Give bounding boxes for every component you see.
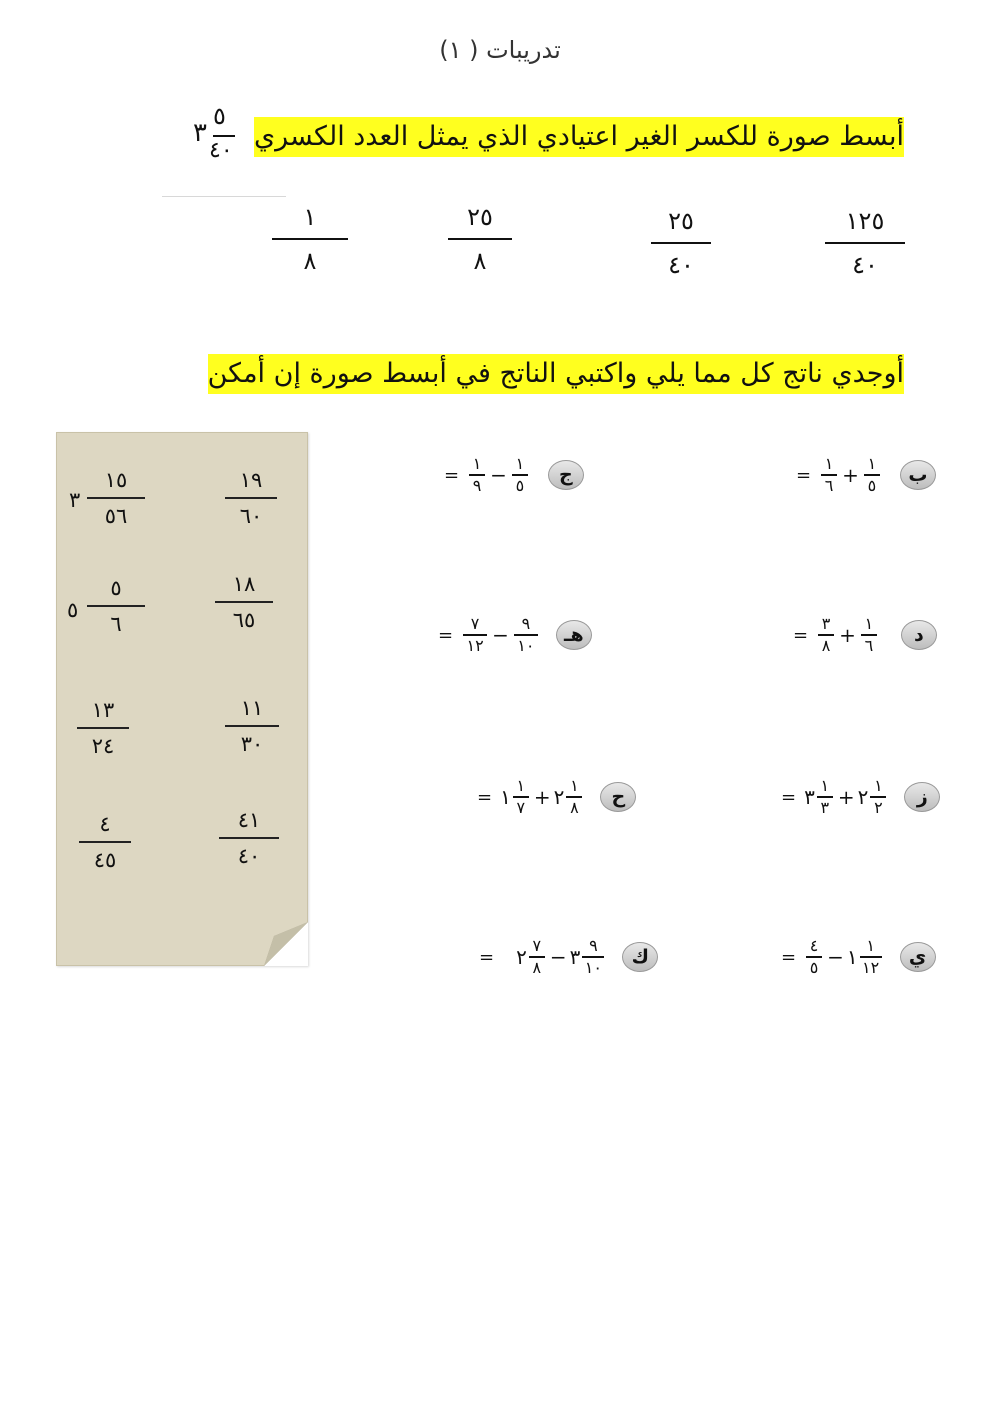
equals-sign: = [477,786,493,808]
choice-3[interactable] [448,202,512,276]
mixed-numerator: ٥ [213,102,226,130]
operator: + [533,785,551,809]
mixed-fraction-bar [213,135,235,137]
whole-second: ٣ [804,785,815,809]
answer-numerator: ١٨ [232,572,256,596]
fraction-bar [225,497,277,499]
whole-first: ٢ [553,785,565,809]
exercise-h[interactable] [438,610,592,660]
operator: + [842,463,859,487]
answer-2-whole: ٣ [69,488,81,512]
answer-denominator: ٥٦ [104,504,128,528]
whole-first: ١ [846,945,858,969]
mixed-denominator: ٤٠ [209,138,233,163]
equals-sign: = [438,624,454,646]
whole-second: ٢ [516,945,527,969]
fraction-bar [79,841,131,843]
equals-sign: = [781,786,797,808]
answer-3[interactable] [215,571,273,633]
mixed-whole: ٣ [193,118,207,148]
choice-numerator: ١ [303,203,317,231]
answer-denominator: ٢٤ [91,734,115,758]
equals-sign: = [444,464,460,486]
fraction-second: ٧ ٨ [529,937,545,977]
question-1-text: أبسط صورة للكسر الغير اعتيادي الذي يمثل العدد الكسري [254,117,904,157]
fraction-second: ١ ٣ [817,777,833,817]
fraction-second: ١ ٩ [469,455,485,495]
answer-numerator: ١٣ [91,698,115,722]
label-badge: ك [622,942,658,972]
choice-4[interactable] [272,202,348,276]
answer-5[interactable] [225,695,279,757]
label-badge: ز [904,782,940,812]
fraction-bar [87,497,145,499]
choice-numerator: ٢٥ [668,207,694,235]
whole-second: ١ [500,785,511,809]
answer-numerator: ٤١ [237,808,261,832]
given-mixed-number [193,102,253,172]
fraction-bar [448,238,512,240]
answer-4[interactable] [87,575,145,637]
choice-denominator: ٨ [473,247,487,275]
exercise-b[interactable] [796,450,936,500]
equals-sign: = [793,624,809,646]
fraction-bar [77,727,129,729]
operator: − [827,945,844,969]
fraction-bar [219,837,279,839]
label-badge: ب [900,460,936,490]
operator: − [549,945,567,969]
fraction-first: ١ ٥ [864,455,880,495]
fraction-first: ٩ ١٠ [514,615,538,655]
answer-4-whole: ٥ [67,598,79,622]
answer-denominator: ٦٥ [232,608,256,632]
fraction-first: ١ ٦ [861,615,877,655]
fraction-first: ١ ٨ [566,777,582,817]
whole-first: ٢ [857,785,869,809]
fraction-bar [272,238,348,240]
fraction-second: ١ ٦ [821,455,837,495]
worksheet-title: تدريبات ( ١) [439,36,561,64]
answer-7[interactable] [219,807,279,869]
exercise-d[interactable] [793,610,937,660]
answer-denominator: ٦٠ [239,504,263,528]
page-curl-icon [264,922,308,966]
choice-denominator: ٤٠ [668,251,694,279]
equals-sign: = [479,946,495,968]
fraction-bar [651,242,711,244]
fraction-first: ١ ١٢ [860,937,882,977]
answer-numerator: ١١ [240,696,264,720]
answer-numerator: ١٩ [239,468,263,492]
label-badge: ح [600,782,636,812]
whole-first: ٣ [569,945,581,969]
choice-denominator: ٨ [303,247,317,275]
exercise-j[interactable] [444,450,584,500]
fraction-bar [215,601,273,603]
choice-denominator: ٤٠ [852,251,878,279]
answer-numerator: ١٥ [104,468,128,492]
operator: + [837,785,855,809]
answers-note-paper [56,432,308,966]
divider-line [162,196,286,197]
answer-numerator: ٤ [99,812,111,836]
exercise-k[interactable] [479,932,658,982]
answer-numerator: ٥ [110,576,122,600]
fraction-bar [825,242,905,244]
fraction-first: ١ ٢ [870,777,886,817]
equals-sign: = [781,946,797,968]
choice-numerator: ١٢٥ [845,207,885,235]
choice-1[interactable] [825,206,905,280]
label-badge: ج [548,460,584,490]
choice-numerator: ٢٥ [467,203,493,231]
answer-2[interactable] [87,467,145,529]
operator: − [492,623,509,647]
answer-1[interactable] [225,467,277,529]
fraction-bar [225,725,279,727]
exercise-y[interactable] [781,932,936,982]
fraction-second: ١ ٧ [513,777,529,817]
answer-6[interactable] [77,697,129,759]
fraction-first: ١ ٥ [512,455,528,495]
answer-denominator: ٤٥ [93,848,117,872]
fraction-bar [87,605,145,607]
fraction-second: ٤ ٥ [806,937,822,977]
label-badge: ي [900,942,936,972]
label-badge: د [901,620,937,650]
answer-denominator: ٤٠ [237,844,261,868]
answer-8[interactable] [79,811,131,873]
operator: + [839,623,856,647]
answer-denominator: ٦ [110,612,122,636]
exercise-ha[interactable] [477,772,636,822]
answer-denominator: ٣٠ [240,732,264,756]
equals-sign: = [796,464,812,486]
question-2-text: أوجدي ناتج كل مما يلي واكتبي الناتج في أبسط صورة إن أمكن [208,354,904,394]
exercise-z[interactable] [781,772,940,822]
operator: − [490,463,507,487]
fraction-first: ٩ ١٠ [582,937,604,977]
choice-2[interactable] [651,206,711,280]
fraction-second: ٧ ١٢ [463,615,487,655]
fraction-second: ٣ ٨ [818,615,834,655]
label-badge: هـ [556,620,592,650]
